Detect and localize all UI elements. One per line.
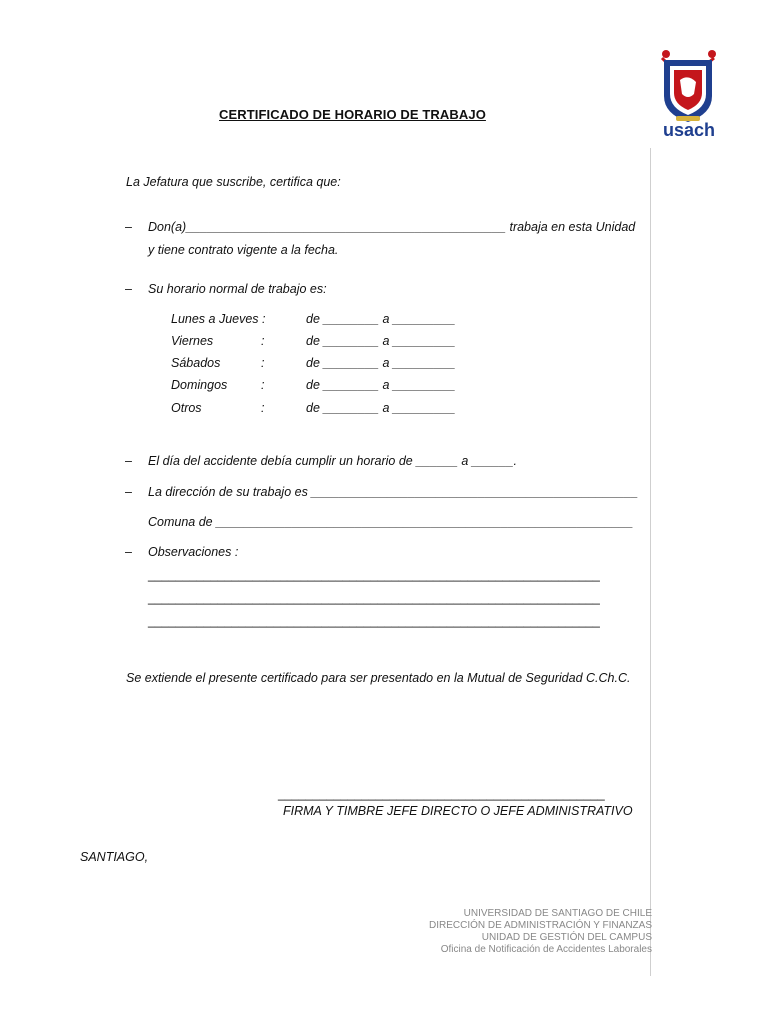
footer-line: UNIVERSIDAD DE SANTIAGO DE CHILE xyxy=(463,908,652,919)
schedule-colon: : xyxy=(261,334,265,348)
footer-line: UNIDAD DE GESTIÓN DEL CAMPUS xyxy=(481,932,652,943)
bullet-dash: – xyxy=(125,545,132,559)
signature-line[interactable]: _______________________________________________ xyxy=(278,787,605,801)
footer-line: Oficina de Notificación de Accidentes Laborales xyxy=(440,944,652,955)
margin-rule xyxy=(650,148,651,976)
contract-text: y tiene contrato vigente a la fecha. xyxy=(148,243,339,257)
signature-label: FIRMA Y TIMBRE JEFE DIRECTO O JEFE ADMINISTRATIVO xyxy=(283,804,633,818)
schedule-colon: : xyxy=(261,401,265,415)
document-title: CERTIFICADO DE HORARIO DE TRABAJO xyxy=(219,107,486,122)
place-label: SANTIAGO, xyxy=(80,850,149,864)
observaciones-line[interactable]: _________________________________________________________________ xyxy=(148,591,600,605)
schedule-time-field[interactable]: de ________ a _________ xyxy=(306,334,456,348)
schedule-colon: : xyxy=(261,356,265,370)
intro-text: La Jefatura que suscribe, certifica que: xyxy=(126,175,341,189)
don-field[interactable]: Don(a)______________________________________________ trabaja en esta Unidad xyxy=(148,220,636,234)
schedule-day: Lunes a Jueves : xyxy=(171,312,266,326)
schedule-time-field[interactable]: de ________ a _________ xyxy=(306,378,456,392)
schedule-time-field[interactable]: de ________ a _________ xyxy=(306,401,456,415)
address-field[interactable]: La dirección de su trabajo es _______________________________________________ xyxy=(148,485,639,499)
schedule-day: Domingos xyxy=(171,378,228,392)
schedule-day: Sábados xyxy=(171,356,221,370)
closing-statement: Se extiende el presente certificado para ser presentado en la Mutual de Seguridad C.Ch.C. xyxy=(126,671,631,685)
comuna-field[interactable]: Comuna de ____________________________________________________________ xyxy=(148,515,634,529)
schedule-colon: : xyxy=(261,378,265,392)
schedule-day: Viernes xyxy=(171,334,214,348)
bullet-dash: – xyxy=(125,282,132,296)
observaciones-line[interactable]: _________________________________________________________________ xyxy=(148,568,600,582)
usach-logo-text: usach xyxy=(662,120,716,140)
observaciones-label: Observaciones : xyxy=(148,545,239,559)
horario-intro: Su horario normal de trabajo es: xyxy=(148,282,327,296)
schedule-day: Otros xyxy=(171,401,202,415)
schedule-time-field[interactable]: de ________ a _________ xyxy=(306,356,456,370)
observaciones-line[interactable]: _________________________________________________________________ xyxy=(148,614,600,628)
bullet-dash: – xyxy=(125,220,132,234)
schedule-time-field[interactable]: de ________ a _________ xyxy=(306,312,456,326)
bullet-dash: – xyxy=(125,454,132,468)
footer-line: DIRECCIÓN DE ADMINISTRACIÓN Y FINANZAS xyxy=(429,920,652,931)
bullet-dash: – xyxy=(125,485,132,499)
accident-schedule-field[interactable]: El día del accidente debía cumplir un horario de ______ a ______. xyxy=(148,454,518,468)
